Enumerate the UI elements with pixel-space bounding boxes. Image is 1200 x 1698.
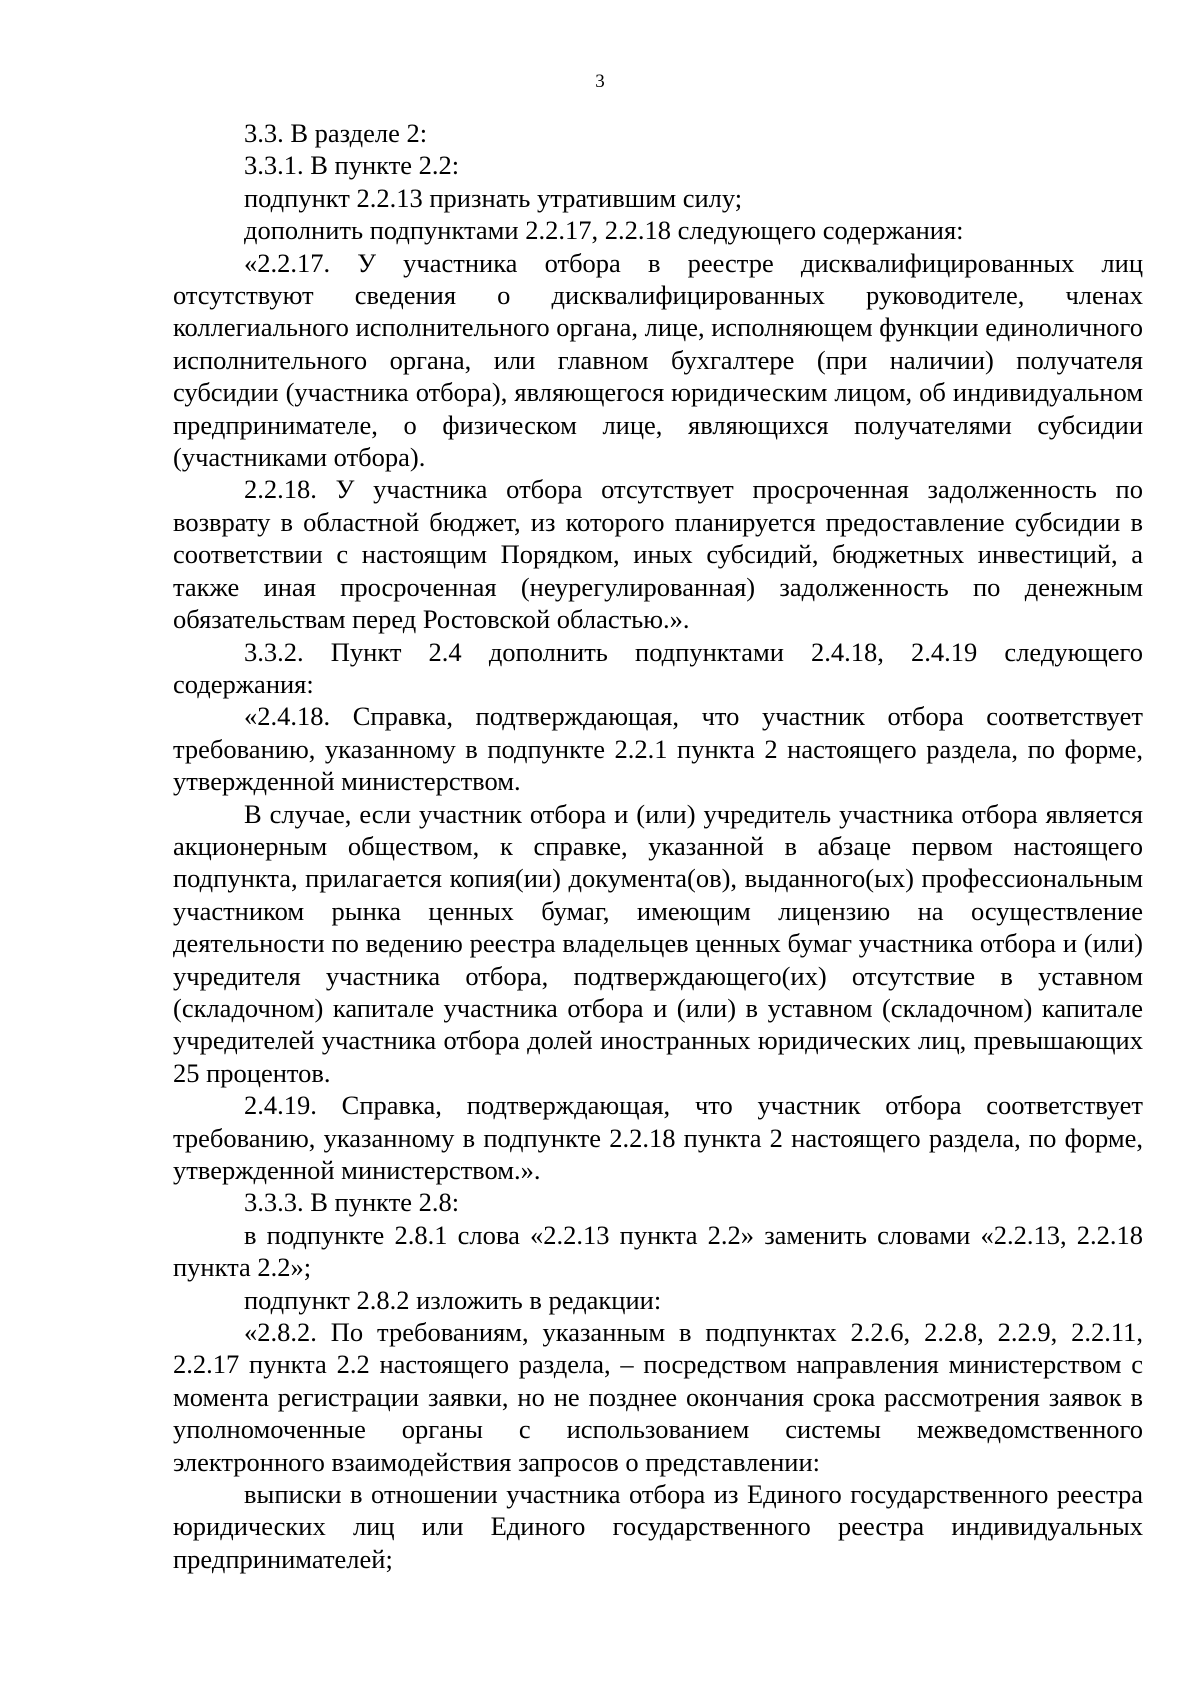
paragraph-section-3-3: 3.3. В разделе 2: bbox=[244, 118, 428, 148]
paragraph-3-3-3: 3.3.3. В пункте 2.8: bbox=[244, 1187, 460, 1218]
paragraph-2-8-2-intro: подпункт 2.8.2 изложить в редакции: bbox=[244, 1284, 662, 1315]
paragraph-extracts: выписки в отношении участника отбора из Единого государственного реестра юридических лиц или Единого государственного реестра индивидуальных предпринимателей; bbox=[173, 1479, 1143, 1574]
paragraph-2-4-19: 2.4.19. Справка, подтверждающая, что участник отбора соответствует требованию, указанному в подпункте 2.2.18 пункта 2 настоящего раздела, по форме, утвержденной министерством.». bbox=[173, 1090, 1143, 1185]
document-body bbox=[173, 117, 1143, 1575]
paragraph-2-8-2: «2.8.2. По требованиям, указанным в подпунктах 2.2.6, 2.2.8, 2.2.9, 2.2.11, 2.2.17 пункта 2.2 настоящего раздела, – посредством направления министерством с момента регистрации заявки, но не позднее окончания срока рассмотрения заявок в уполномоченные органы с использованием системы межведомственного электронного взаимодействия запросов о представлении: bbox=[173, 1317, 1143, 1477]
page-number: 3 bbox=[595, 71, 605, 92]
paragraph-3-3-2: 3.3.2. Пункт 2.4 дополнить подпунктами 2.4.18, 2.4.19 следующего содержания: bbox=[173, 636, 1143, 699]
paragraph-3-3-1: 3.3.1. В пункте 2.2: bbox=[244, 150, 460, 181]
paragraph-2-2-18: 2.2.18. У участника отбора отсутствует просроченная задолженность по возврату в областной бюджет, из которого планируется предоставление субсидии в соответствии с настоящим Порядком, иных субсидий, бюджетных инвестиций, а также иная просроченная (неурегулированная) задолженность по денежным обязательствам перед Ростовской областью.». bbox=[173, 474, 1143, 635]
paragraph-subpoint-2-2-13: подпункт 2.2.13 признать утратившим силу; bbox=[244, 182, 743, 213]
paragraph-joint-stock-case: В случае, если участник отбора и (или) учредитель участника отбора является акционерным обществом, к справке, указанной в абзаце первом настоящего подпункта, прилагается копия(ии) документа(ов), выданного(ых) профессиональным участником рынка ценных бумаг, имеющим лицензию на осуществление деятельности по ведению реестра владельцев ценных бумаг участника отбора и (или) учредителя участника отбора, подтверждающего(их) отсутствие в уставном (складочном) капитале участника отбора и (или) в уставном (складочном) капитале учредителей участника отбора долей иностранных юридических лиц, превышающих 25 процентов. bbox=[173, 798, 1143, 1088]
paragraph-2-4-18: «2.4.18. Справка, подтверждающая, что участник отбора соответствует требованию, указанному в подпункте 2.2.1 пункта 2 настоящего раздела, по форме, утвержденной министерством. bbox=[173, 701, 1143, 797]
paragraph-2-8-1: в подпункте 2.8.1 слова «2.2.13 пункта 2.2» заменить словами «2.2.13, 2.2.18 пункта 2.2»; bbox=[173, 1219, 1143, 1283]
paragraph-2-2-17: «2.2.17. У участника отбора в реестре дисквалифицированных лиц отсутствуют сведения о дисквалифицированных руководителе, членах коллегиального исполнительного органа, лице, исполняющем функции единоличного исполнительного органа, или главном бухгалтере (при наличии) получателя субсидии (участника отбора), являющегося юридическим лицом, об индивидуальном предпринимателе, о физическом лице, являющихся получателями субсидии (участниками отбора). bbox=[173, 247, 1143, 473]
paragraph-add-subpoints: дополнить подпунктами 2.2.17, 2.2.18 следующего содержания: bbox=[244, 215, 964, 246]
